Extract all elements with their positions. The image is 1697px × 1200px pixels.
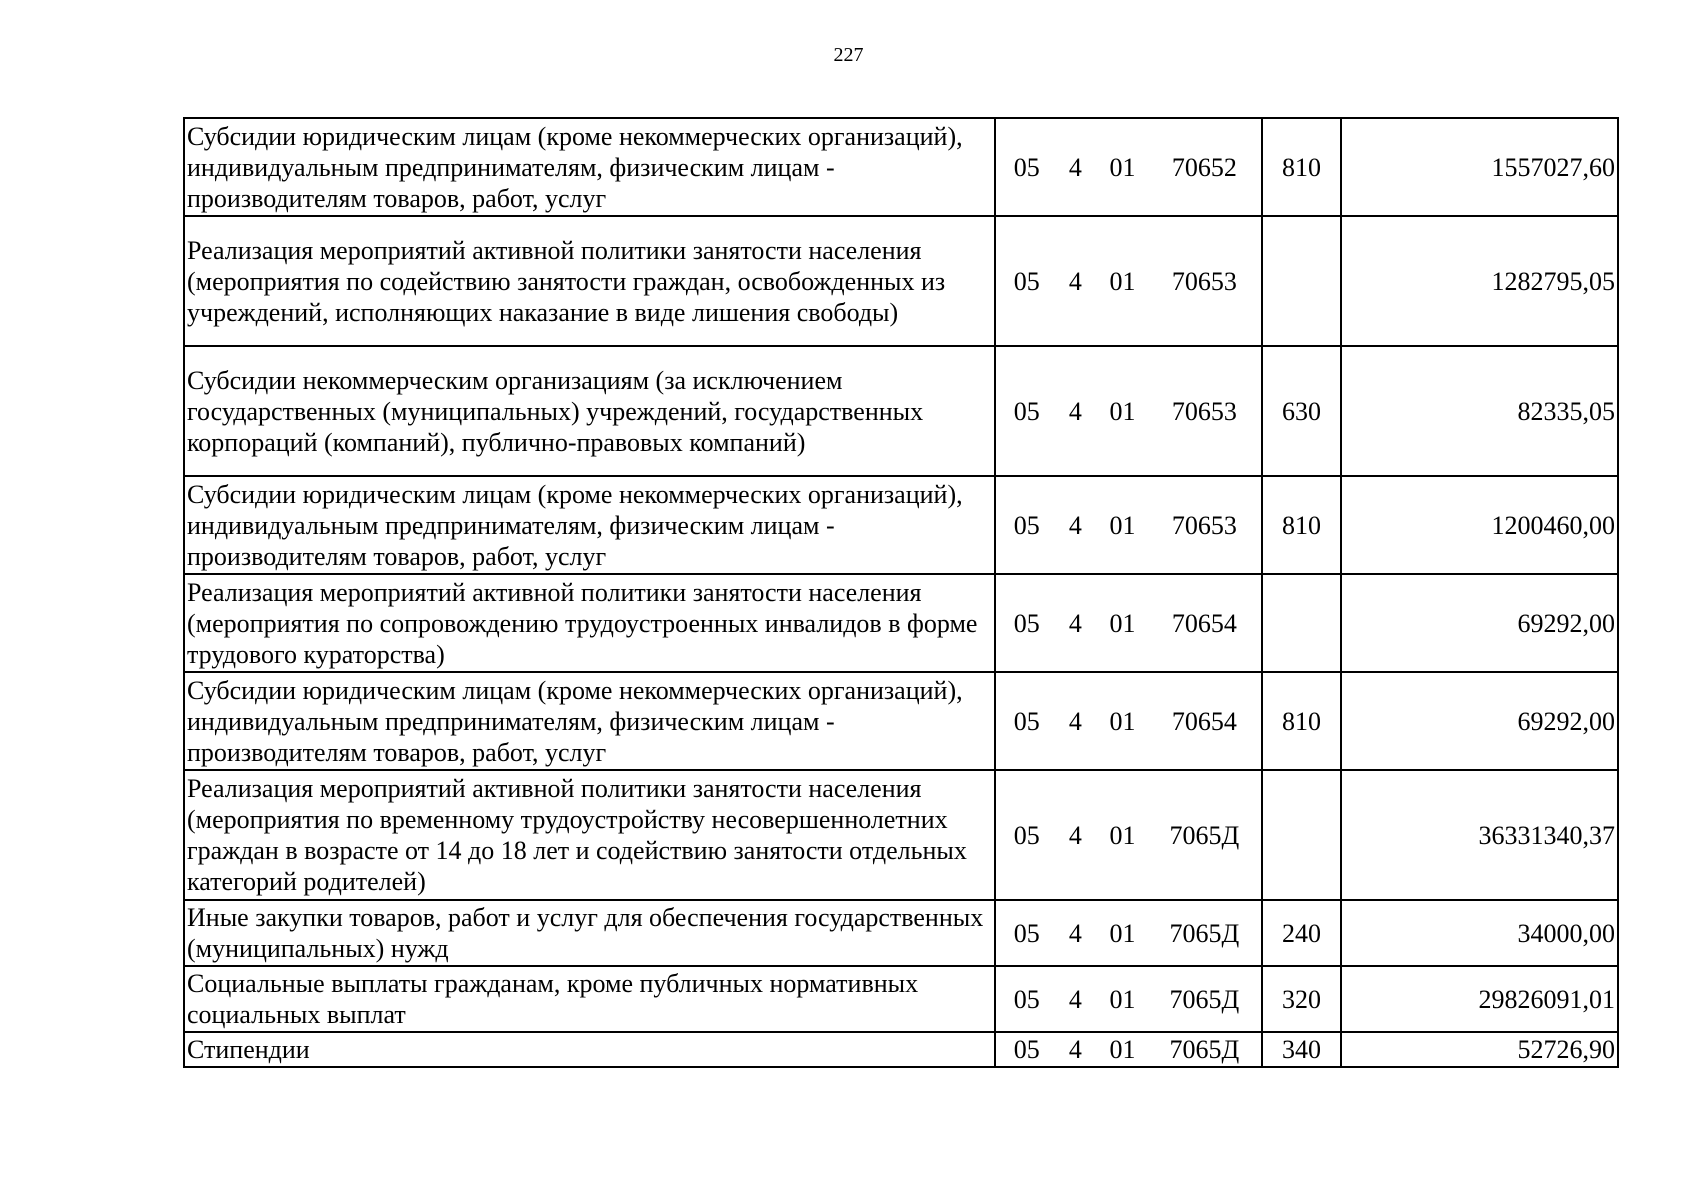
row-code	[995, 574, 1262, 672]
expense-type: 810	[1262, 476, 1341, 574]
row-description: Субсидии юридическим лицам (кроме некоммерческих организаций), индивидуальным предпринимателям, физическим лицам - производителям товаров, работ, услуг	[184, 118, 995, 216]
table-row	[184, 900, 1618, 966]
amount: 36331340,37	[1341, 770, 1618, 900]
row-description: Иные закупки товаров, работ и услуг для обеспечения государственных (муниципальных) нужд	[184, 900, 995, 966]
section-code: 05	[1013, 266, 1040, 296]
amount: 1557027,60	[1341, 118, 1618, 216]
expense-type: 810	[1262, 118, 1341, 216]
program-code: 4	[1068, 984, 1082, 1014]
direction-code: 70653	[1171, 396, 1237, 426]
expense-type: 320	[1262, 966, 1341, 1032]
amount: 52726,90	[1341, 1032, 1618, 1067]
section-code: 05	[1013, 820, 1040, 850]
row-description: Стипендии	[184, 1032, 995, 1067]
subprogram-code: 01	[1109, 1035, 1136, 1064]
amount: 82335,05	[1341, 346, 1618, 476]
direction-code: 70654	[1171, 608, 1237, 638]
row-code	[995, 770, 1262, 900]
row-description: Реализация мероприятий активной политики занятости населения (мероприятия по сопровождению трудоустроенных инвалидов в форме трудового кураторства)	[184, 574, 995, 672]
amount: 69292,00	[1341, 672, 1618, 770]
row-code	[995, 672, 1262, 770]
row-code	[995, 966, 1262, 1032]
expense-type: 240	[1262, 900, 1341, 966]
table-row	[184, 216, 1618, 346]
section-code: 05	[1013, 918, 1040, 948]
row-description: Реализация мероприятий активной политики занятости населения (мероприятия по содействию занятости граждан, освобожденных из учреждений, исполняющих наказание в виде лишения свободы)	[184, 216, 995, 346]
direction-code: 70653	[1171, 266, 1237, 296]
direction-code: 7065Д	[1169, 1035, 1240, 1064]
table-row	[184, 346, 1618, 476]
direction-code: 70654	[1171, 706, 1237, 736]
row-code	[995, 476, 1262, 574]
amount: 29826091,01	[1341, 966, 1618, 1032]
program-code: 4	[1068, 706, 1082, 736]
direction-code: 70652	[1171, 152, 1237, 182]
subprogram-code: 01	[1109, 984, 1136, 1014]
subprogram-code: 01	[1109, 510, 1136, 540]
expense-type	[1262, 216, 1341, 346]
expense-type: 340	[1262, 1032, 1341, 1067]
table-row	[184, 574, 1618, 672]
section-code: 05	[1013, 510, 1040, 540]
section-code: 05	[1013, 608, 1040, 638]
budget-table	[183, 117, 1619, 1068]
amount: 1282795,05	[1341, 216, 1618, 346]
subprogram-code: 01	[1109, 918, 1136, 948]
amount: 69292,00	[1341, 574, 1618, 672]
direction-code: 7065Д	[1169, 820, 1240, 850]
program-code: 4	[1068, 266, 1082, 296]
program-code: 4	[1068, 608, 1082, 638]
program-code: 4	[1068, 1035, 1082, 1064]
program-code: 4	[1068, 152, 1082, 182]
row-code	[995, 216, 1262, 346]
subprogram-code: 01	[1109, 706, 1136, 736]
page-number: 227	[833, 44, 864, 66]
row-description: Субсидии юридическим лицам (кроме некоммерческих организаций), индивидуальным предпринимателям, физическим лицам - производителям товаров, работ, услуг	[184, 672, 995, 770]
expense-type	[1262, 770, 1341, 900]
program-code: 4	[1068, 510, 1082, 540]
subprogram-code: 01	[1109, 820, 1136, 850]
program-code: 4	[1068, 396, 1082, 426]
table-row	[184, 476, 1618, 574]
row-description: Реализация мероприятий активной политики занятости населения (мероприятия по временному трудоустройству несовершеннолетних граждан в возрасте от 14 до 18 лет и содействию занятости отдельных категорий родителей)	[184, 770, 995, 900]
direction-code: 70653	[1171, 510, 1237, 540]
section-code: 05	[1013, 706, 1040, 736]
table-row	[184, 672, 1618, 770]
expense-type: 810	[1262, 672, 1341, 770]
expense-type: 630	[1262, 346, 1341, 476]
section-code: 05	[1013, 984, 1040, 1014]
subprogram-code: 01	[1109, 396, 1136, 426]
section-code: 05	[1013, 396, 1040, 426]
program-code: 4	[1068, 820, 1082, 850]
subprogram-code: 01	[1109, 608, 1136, 638]
row-code	[995, 900, 1262, 966]
row-code	[995, 118, 1262, 216]
row-description: Субсидии юридическим лицам (кроме некоммерческих организаций), индивидуальным предпринимателям, физическим лицам - производителям товаров, работ, услуг	[184, 476, 995, 574]
table-row	[184, 966, 1618, 1032]
subprogram-code: 01	[1109, 266, 1136, 296]
program-code: 4	[1068, 918, 1082, 948]
amount: 1200460,00	[1341, 476, 1618, 574]
amount: 34000,00	[1341, 900, 1618, 966]
direction-code: 7065Д	[1169, 918, 1240, 948]
section-code: 05	[1013, 152, 1040, 182]
table-row	[184, 770, 1618, 900]
section-code: 05	[1013, 1035, 1040, 1064]
table-row	[184, 1032, 1618, 1067]
expense-type	[1262, 574, 1341, 672]
subprogram-code: 01	[1109, 152, 1136, 182]
direction-code: 7065Д	[1169, 984, 1240, 1014]
row-description: Субсидии некоммерческим организациям (за исключением государственных (муниципальных) учреждений, государственных корпораций (компаний), публично-правовых компаний)	[184, 346, 995, 476]
row-description: Социальные выплаты гражданам, кроме публичных нормативных социальных выплат	[184, 966, 995, 1032]
row-code	[995, 1032, 1262, 1067]
row-code	[995, 346, 1262, 476]
table-row	[184, 118, 1618, 216]
